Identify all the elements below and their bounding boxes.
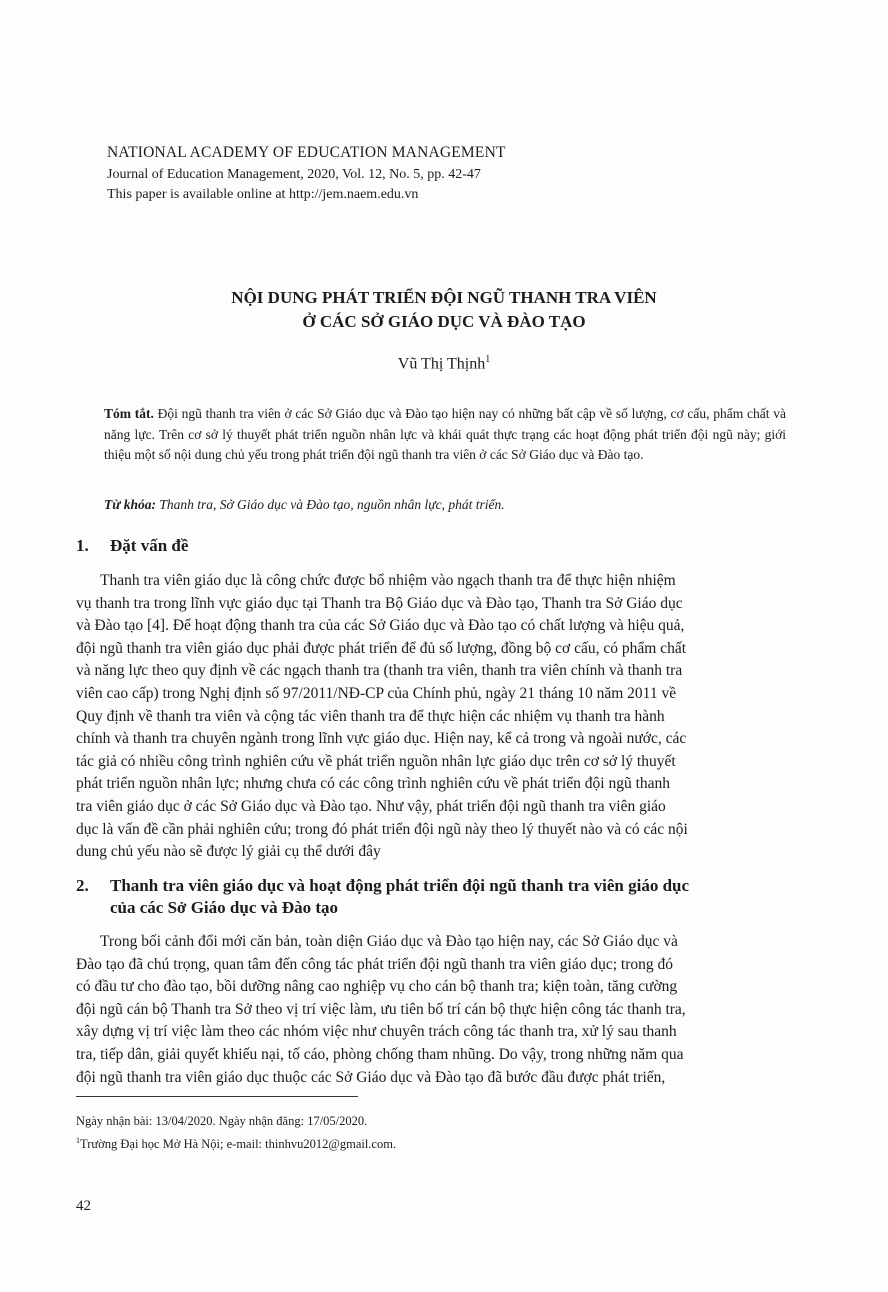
online-availability: This paper is available online at http://jem.naem.edu.vn bbox=[107, 187, 419, 202]
title-line-2: Ở CÁC SỞ GIÁO DỤC VÀ ĐÀO TẠO bbox=[302, 312, 586, 331]
body-line: Đào tạo đã chú trọng, quan tâm đến công tác phát triển đội ngũ thanh tra viên giáo dục; trong đó bbox=[76, 955, 674, 973]
body-line: có đầu tư cho đào tạo, bồi dưỡng nâng cao nghiệp vụ cho cán bộ thanh tra; kiện toàn, tăng cường bbox=[76, 978, 678, 996]
section-1-number: 1. bbox=[76, 536, 89, 555]
body-line: vụ thanh tra trong lĩnh vực giáo dục tại Thanh tra Bộ Giáo dục và Đào tạo, Thanh tra Sở Giáo dục bbox=[76, 594, 683, 612]
body-line: chính và thanh tra chuyên ngành trong lĩnh vực giáo dục. Hiện nay, kể cả trong và ngoài nước, các bbox=[76, 730, 687, 748]
journal-citation: Journal of Education Management, 2020, Vol. 12, No. 5, pp. 42-47 bbox=[107, 167, 481, 182]
body-line: và năng lực theo quy định về các ngạch thanh tra (thanh tra viên, thanh tra viên chính và thanh tra bbox=[76, 662, 683, 680]
footnote-divider bbox=[76, 1096, 358, 1097]
keywords bbox=[104, 497, 786, 513]
section-2-title-line-1: Thanh tra viên giáo dục và hoạt động phát triển đội ngũ thanh tra viên giáo dục bbox=[110, 876, 690, 895]
footnote-mark: 1 bbox=[76, 1136, 80, 1145]
received-dates: Ngày nhận bài: 13/04/2020. Ngày nhận đăng: 17/05/2020. bbox=[76, 1114, 368, 1128]
body-line: và Đào tạo [4]. Để hoạt động thanh tra của các Sở Giáo dục và Đào tạo có chất lượng và hiệu quả, bbox=[76, 617, 685, 635]
title-line-1: NỘI DUNG PHÁT TRIỂN ĐỘI NGŨ THANH TRA VIÊN bbox=[231, 288, 657, 307]
body-line: dung chủ yếu nào sẽ được lý giải cụ thể dưới đây bbox=[76, 843, 381, 861]
abstract bbox=[104, 404, 786, 466]
body-line: đội ngũ thanh tra viên giáo dục phải được phát triển để đủ số lượng, đồng bộ cơ cấu, có phẩm chất bbox=[76, 639, 687, 657]
body-line: tác giả có nhiều công trình nghiên cứu về phát triển nguồn nhân lực giáo dục trên cơ sở lý thuyết bbox=[76, 752, 676, 770]
body-line: dục là vấn đề cần phải nghiên cứu; trong đó phát triển đội ngũ này theo lý thuyết nào và có các nội bbox=[76, 820, 688, 838]
affiliation-text: Trường Đại học Mở Hà Nội; e-mail: thinhvu2012@gmail.com. bbox=[80, 1137, 397, 1152]
body-line: tra, tiếp dân, giải quyết khiếu nại, tố cáo, phòng chống tham nhũng. Do vậy, trong những năm qua bbox=[76, 1045, 684, 1063]
body-line: xây dựng vị trí việc làm theo các nhóm việc như chuyên trách công tác thanh tra, xử lý sau thanh bbox=[76, 1023, 677, 1041]
keywords-text: Thanh tra, Sở Giáo dục và Đào tạo, nguồn nhân lực, phát triển. bbox=[159, 497, 505, 512]
footnotes bbox=[76, 1112, 396, 1154]
body-line: Thanh tra viên giáo dục là công chức được bổ nhiệm vào ngạch thanh tra để thực hiện nhiệm bbox=[100, 572, 676, 589]
page-number: 42 bbox=[76, 1198, 91, 1214]
body-line: đội ngũ cán bộ Thanh tra Sở theo vị trí việc làm, ưu tiên bố trí cán bộ thực hiện công tác thanh tra, bbox=[76, 1000, 686, 1018]
section-2-body bbox=[76, 931, 786, 1089]
section-2-number: 2. bbox=[76, 876, 89, 895]
section-2-title-line-2: của các Sở Giáo dục và Đào tạo bbox=[110, 898, 339, 917]
journal-header bbox=[107, 141, 787, 205]
paper-title bbox=[60, 286, 828, 334]
body-line: tra viên giáo dục ở các Sở Giáo dục và Đào tạo. Như vậy, phát triển đội ngũ thanh tra viên giáo bbox=[76, 797, 666, 815]
author-affiliation-mark: 1 bbox=[485, 354, 491, 365]
abstract-text: Đội ngũ thanh tra viên ở các Sở Giáo dục và Đào tạo hiện nay có những bất cập về số lượng, cơ cấu, phẩm chất và năng lực. Trên cơ sở lý thuyết phát triển nguồn nhân lực và khái quát thực trạng các hoạt động phát triển đội ngũ này; giới thiệu một số nội dung chủ yếu trong phát triển đội ngũ thanh tra viên ở các Sở Giáo dục và Đào tạo. bbox=[104, 406, 786, 462]
author-name: Vũ Thị Thịnh bbox=[397, 355, 486, 373]
author-line bbox=[0, 354, 888, 373]
body-line: đội ngũ thanh tra viên giáo dục thuộc các Sở Giáo dục và Đào tạo đã bước đầu được phát triển, bbox=[76, 1068, 666, 1086]
abstract-label: Tóm tắt. bbox=[104, 406, 154, 421]
section-1-body bbox=[76, 570, 786, 864]
body-line: viên cao cấp) trong Nghị định số 97/2011/NĐ-CP của Chính phủ, ngày 21 tháng 10 năm 2011 về bbox=[76, 684, 677, 702]
keywords-label: Từ khóa: bbox=[104, 497, 156, 512]
body-line: phát triển nguồn nhân lực; nhưng chưa có các công trình nghiên cứu về phát triển đội ngũ thanh bbox=[76, 775, 671, 793]
body-line: Quy định về thanh tra viên và cộng tác viên thanh tra để thực hiện các nhiệm vụ thanh tra hành bbox=[76, 707, 665, 725]
body-line: Trong bối cảnh đổi mới căn bản, toàn diện Giáo dục và Đào tạo hiện nay, các Sở Giáo dục và bbox=[100, 933, 678, 950]
section-1-title: Đặt vấn đề bbox=[110, 536, 189, 555]
section-1-heading bbox=[76, 536, 188, 556]
institution-name: NATIONAL ACADEMY OF EDUCATION MANAGEMENT bbox=[107, 144, 506, 161]
affiliation-footnote bbox=[76, 1131, 396, 1154]
